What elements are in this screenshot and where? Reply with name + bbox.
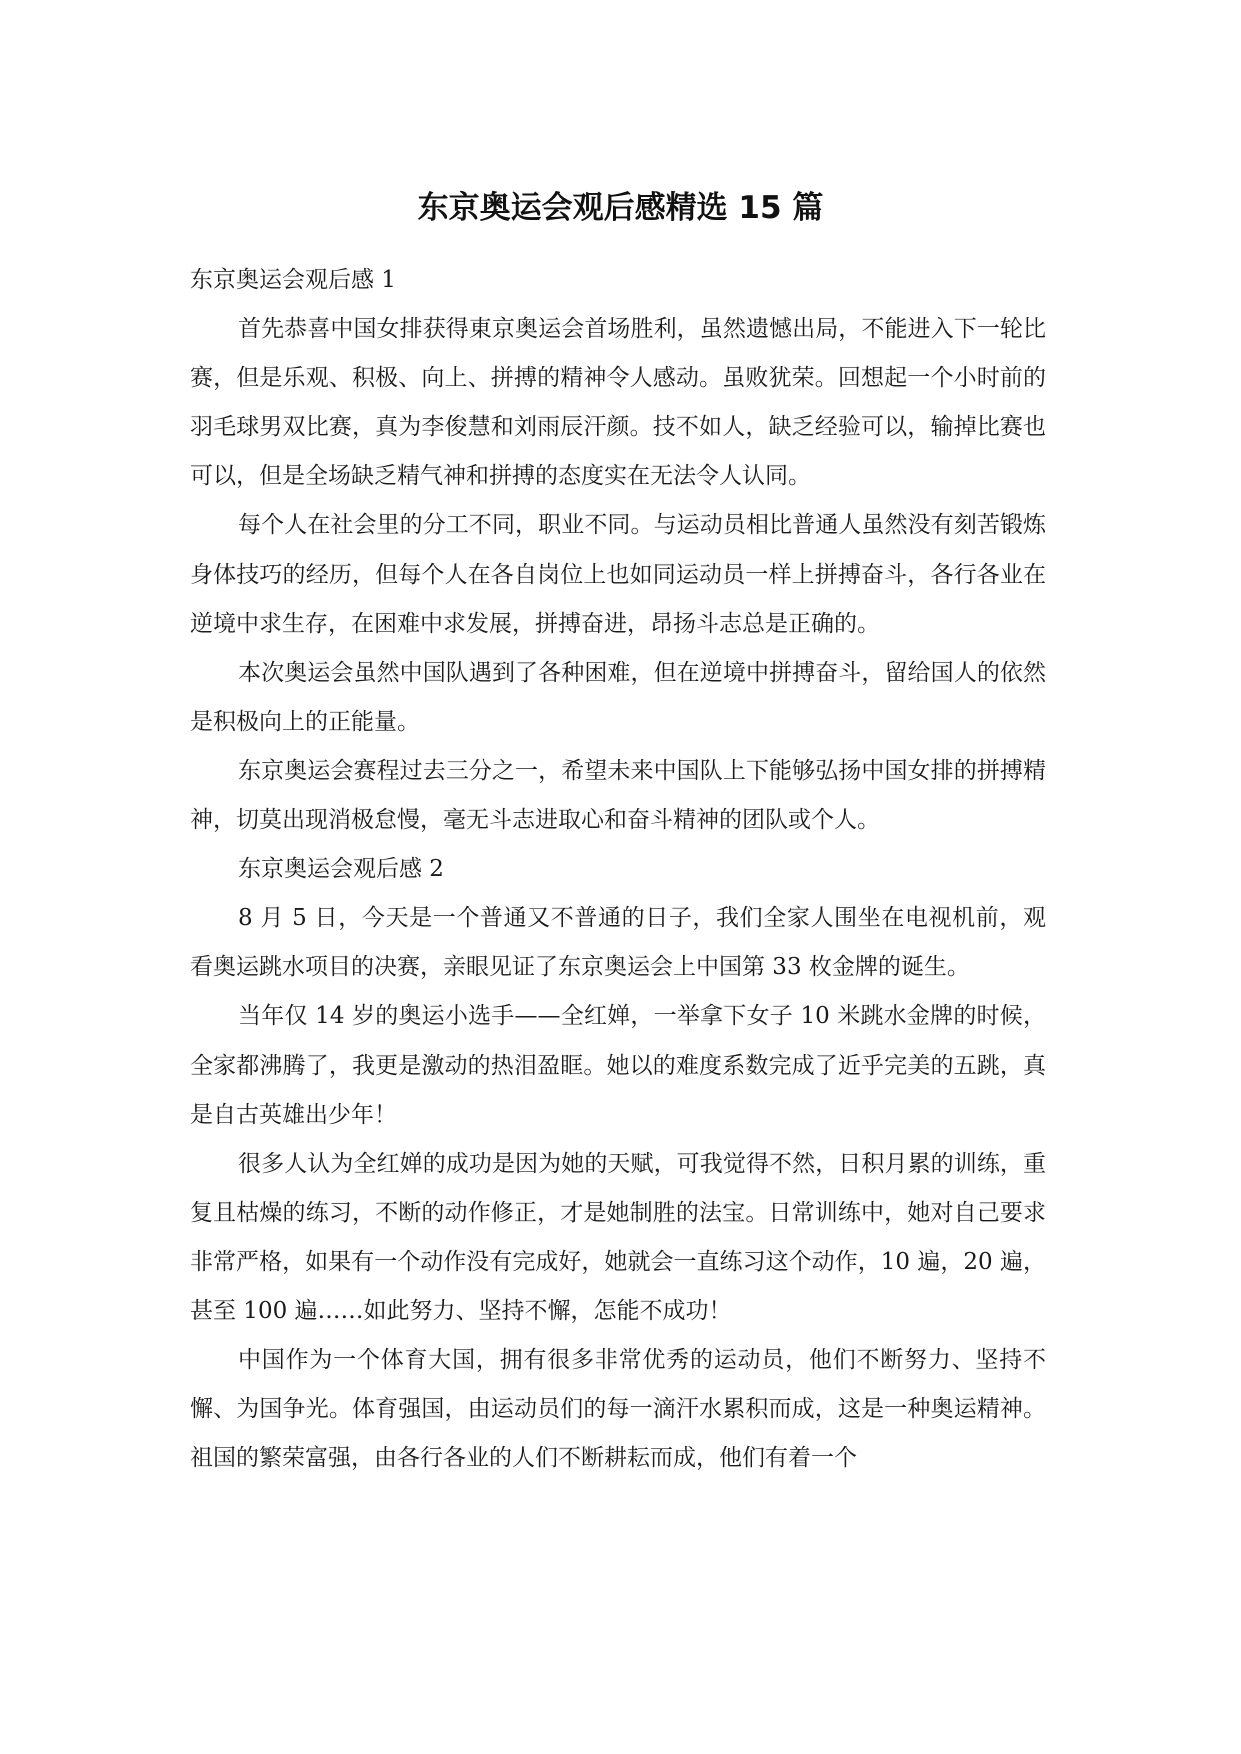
paragraph: 首先恭喜中国女排获得東京奥运会首场胜利，虽然遗憾出局，不能进入下一轮比赛，但是乐观、积极、向上、拼搏的精神令人感动。虽败犹荣。回想起一个小时前的羽毛球男双比赛，真为李俊慧和刘雨辰汗颜。技不如人，缺乏经验可以，输掉比赛也可以，但是全场缺乏精气神和拼搏的态度实在无法令人认同。 bbox=[190, 316, 1046, 490]
document-body bbox=[190, 256, 1046, 1483]
paragraph: 本次奥运会虽然中国队遇到了各种困难，但在逆境中拼搏奋斗，留给国人的依然是积极向上的正能量。 bbox=[190, 659, 1046, 735]
document-title: 东京奥运会观后感精选 15 篇 bbox=[417, 190, 824, 226]
section-heading-1: 东京奥运会观后感 1 bbox=[190, 267, 396, 293]
paragraph: 中国作为一个体育大国，拥有很多非常优秀的运动员，他们不断努力、坚持不懈、为国争光。体育强国，由运动员们的每一滴汗水累积而成，这是一种奥运精神。祖国的繁荣富强，由各行各业的人们不断耕耘而成，他们有着一个 bbox=[190, 1347, 1046, 1472]
paragraph: 东京奥运会赛程过去三分之一，希望未来中国队上下能够弘扬中国女排的拼搏精神，切莫出现消极怠慢，毫无斗志进取心和奋斗精神的团队或个人。 bbox=[190, 757, 1046, 834]
section-heading-2: 东京奥运会观后感 2 bbox=[238, 856, 444, 883]
paragraph: 每个人在社会里的分工不同，职业不同。与运动员相比普通人虽然没有刻苦锻炼身体技巧的经历，但每个人在各自岗位上也如同运动员一样上拼搏奋斗，各行各业在逆境中求生存，在困难中求发展，拼搏奋进，昂扬斗志总是正确的。 bbox=[190, 512, 1046, 637]
paragraph: 8 月 5 日，今天是一个普通又不普通的日子，我们全家人围坐在电视机前，观看奥运跳水项目的决赛，亲眼见证了东京奥运会上中国第 33 枚金牌的诞生。 bbox=[190, 905, 1046, 981]
paragraph: 当年仅 14 岁的奥运小选手——全红婵，一举拿下女子 10 米跳水金牌的时候，全家都沸腾了，我更是激动的热泪盈眶。她以的难度系数完成了近乎完美的五跳，真是自古英雄出少年！ bbox=[190, 1003, 1046, 1128]
paragraph: 很多人认为全红婵的成功是因为她的天赋，可我觉得不然，日积月累的训练，重复且枯燥的练习，不断的动作修正，才是她制胜的法宝。日常训练中，她对自己要求非常严格，如果有一个动作没有完成好，她就会一直练习这个动作，10 遍，20 遍，甚至 100 遍……如此努力、坚持不懈，怎能不成功！ bbox=[190, 1150, 1046, 1324]
